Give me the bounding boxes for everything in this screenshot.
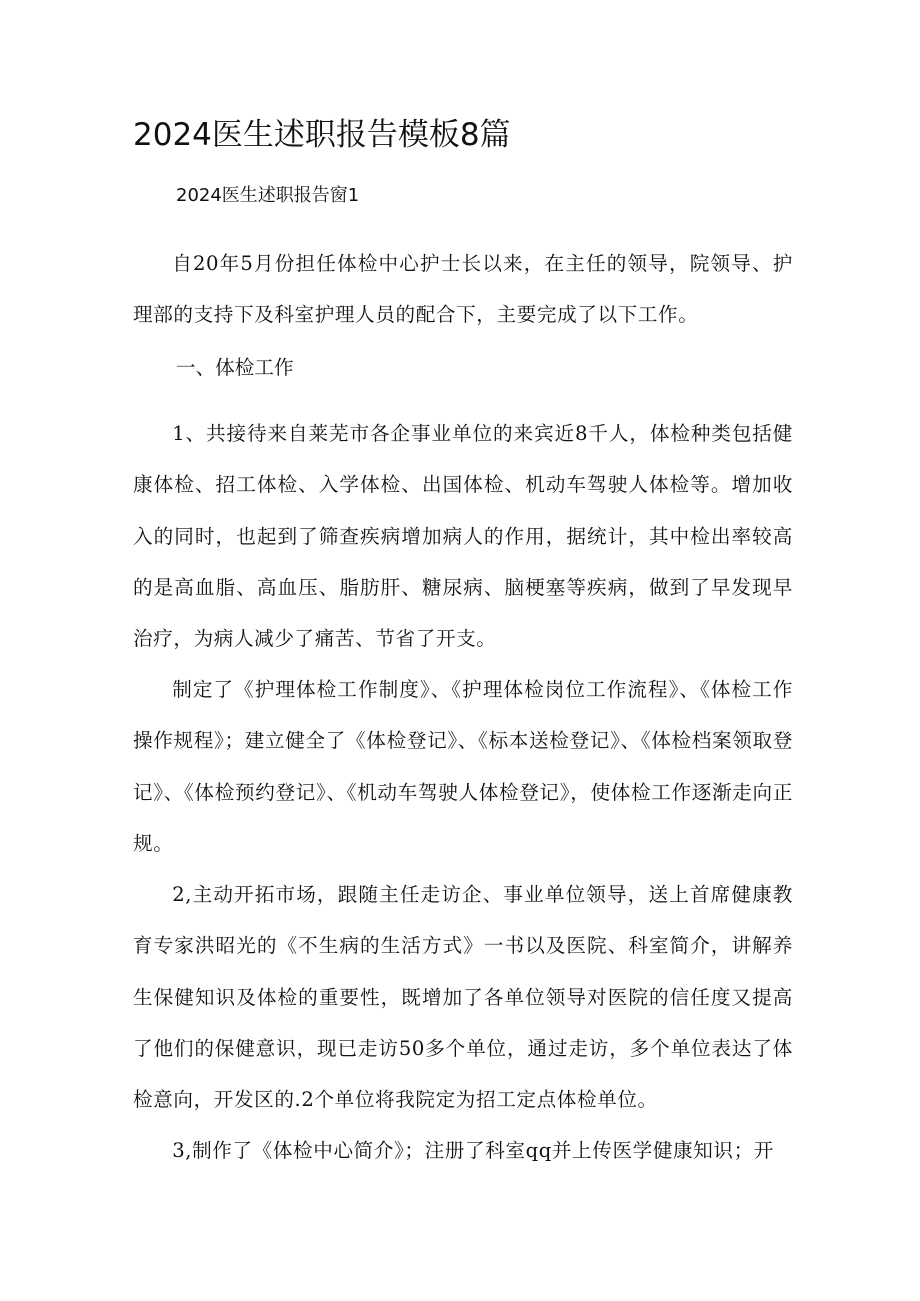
paragraph-item-3: 3,制作了《体检中心简介》；注册了科室qq并上传医学健康知识；开 [172,1139,774,1162]
paragraph-regulations: 制定了《护理体检工作制度》、《护理体检岗位工作流程》、《体检工作操作规程》；建立健全了《体检登记》、《标本送检登记》、《体检档案领取登记》、《体检预约登记》、《机动车驾驶人体检登记》，使体检工作逐渐走向正规。 [133,678,793,855]
document-title: 2024医生述职报告模板8篇 [133,117,511,153]
paragraph-item-1: 1、共接待来自莱芜市各企事业单位的来宾近8千人，体检种类包括健康体检、招工体检、入学体检、出国体检、机动车驾驶人体检等。增加收入的同时，也起到了筛查疾病增加病人的作用，据统计，其中检出率较高的是高血脂、高血压、脂肪肝、糖尿病、脑梗塞等疾病，做到了早发现早治疗，为病人减少了痛苦、节省了开支。 [133,422,793,651]
paragraph-item-2: 2,主动开拓市场，跟随主任走访企、事业单位领导，送上首席健康教育专家洪昭光的《不生病的生活方式》一书以及医院、科室简介，讲解养生保健知识及体检的重要性，既增加了各单位领导对医院的信任度又提高了他们的保健意识，现已走访50多个单位，通过走访，多个单位表达了体检意向，开发区的.2个单位将我院定为招工定点体检单位。 [133,883,793,1112]
document-subtitle: 2024医生述职报告窗1 [176,185,360,206]
paragraph-intro: 自20年5月份担任体检中心护士长以来，在主任的领导，院领导、护理部的支持下及科室护理人员的配合下，主要完成了以下工作。 [133,252,793,327]
section-heading: 一、体检工作 [176,356,294,379]
